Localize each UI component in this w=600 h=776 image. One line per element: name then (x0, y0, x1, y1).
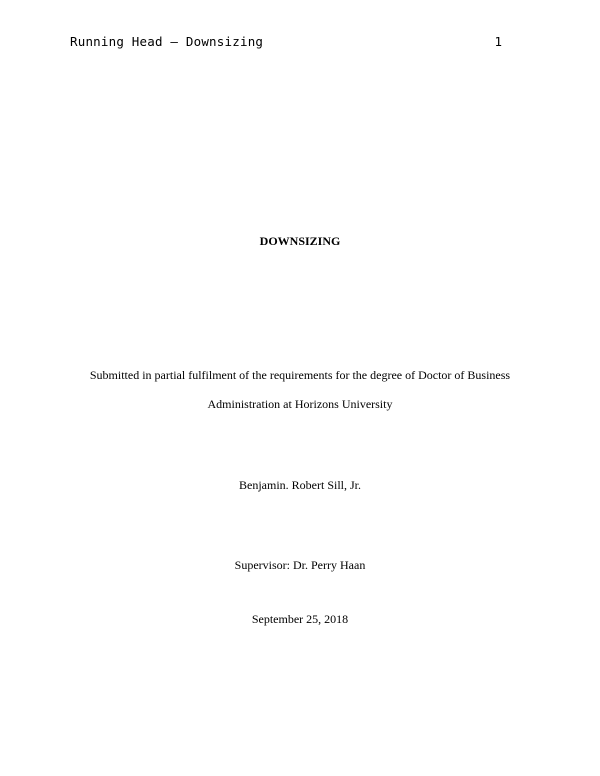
submission-date: September 25, 2018 (251, 612, 349, 626)
author-name: Benjamin. Robert Sill, Jr. (239, 478, 361, 492)
submission-statement-line-1: Submitted in partial fulfilment of the requirements for the degree of Doctor of Business (89, 368, 511, 382)
document-title: DOWNSIZING (259, 234, 341, 248)
running-head: Running Head – Downsizing (70, 34, 264, 49)
supervisor-line: Supervisor: Dr. Perry Haan (234, 558, 366, 572)
page-number: 1 (494, 34, 502, 49)
submission-statement-line-2: Administration at Horizons University (207, 397, 393, 411)
